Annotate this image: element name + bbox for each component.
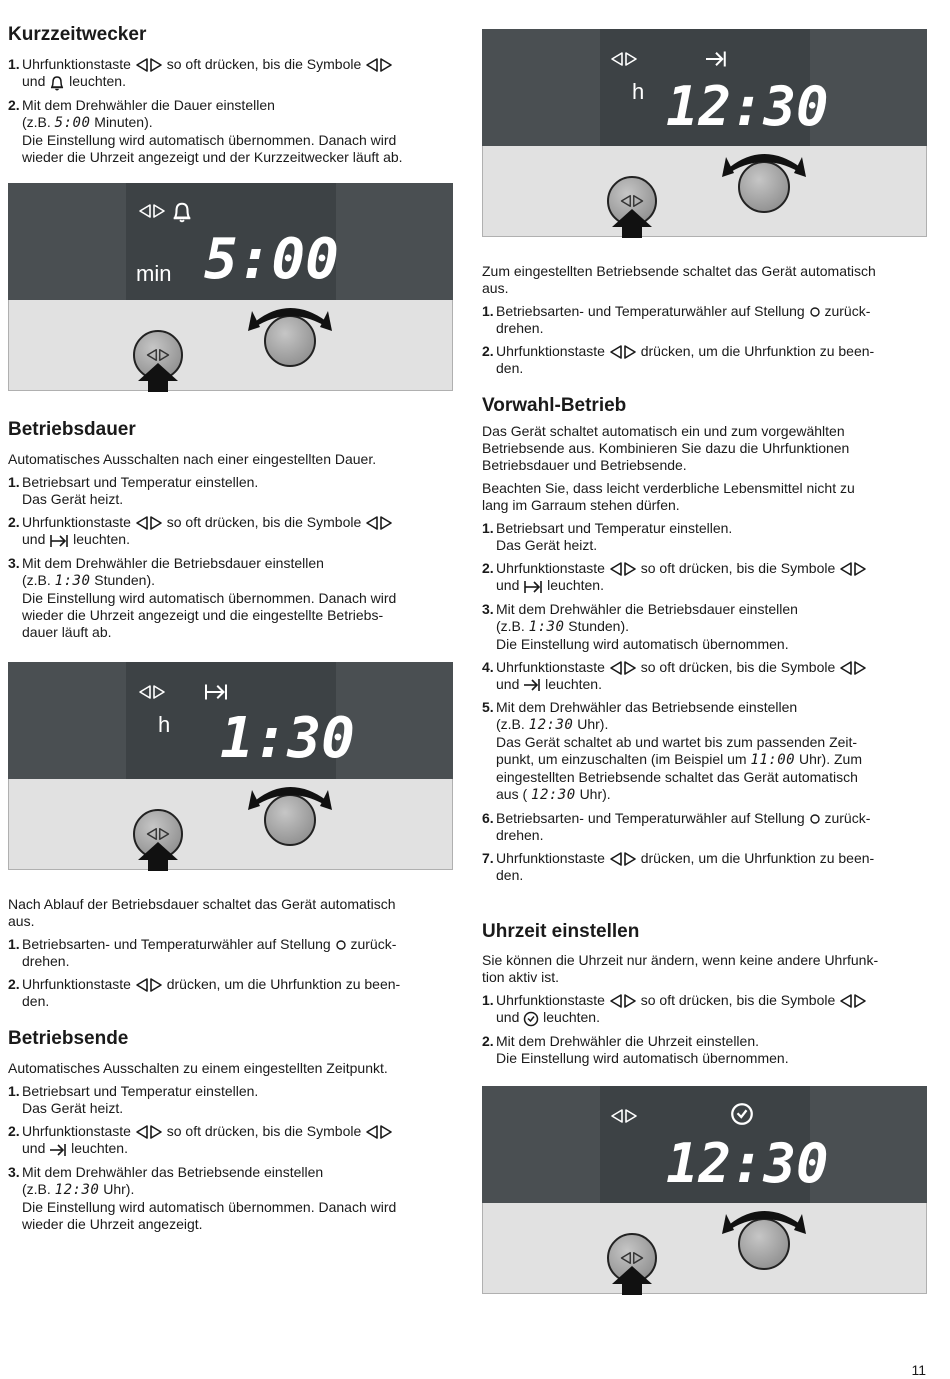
controls-illustration [482,1200,927,1295]
display-unit: h [632,79,645,104]
step-1: 1. Betriebsart und Temperatur einstellen. Das Gerät heizt. [482,520,733,553]
clock-key-icon [839,660,867,676]
step-2: 2. Mit dem Drehwähler die Dauer einstellen (z.B. 5:00 Minuten). Die Einstellung wird automatisch übernommen. Danach wird wieder die Uhrzeit angezeigt und der Kurzzeitwecker läuft ab. [8,96,403,165]
clock-key-icon [135,977,163,993]
end-step-2: 2. Uhrfunktionstaste drücken, um die Uhrfunktion zu been- den. [8,976,401,1010]
section-title-betriebsdauer: Betriebsdauer [8,419,136,440]
kurzzeitwecker-display-figure [8,183,453,391]
uhrzeit-text: Sie können die Uhrzeit nur ändern, wenn keine andere Uhrfunk- tion aktiv ist. 1. Uhrfunktionstaste so oft drücken, bis die Symbole und leuchten. 2. Mit dem Drehwähler die Uhrzeit einstellen. Die Einstellung wird automatisch übernommen. [482,952,927,1067]
step-2: 2. Mit dem Drehwähler die Uhrzeit einstellen. Die Einstellung wird automatisch übernommen. [482,1032,789,1066]
clock-key-icon [135,515,163,531]
step-7: 7. Uhrfunktionstaste drücken, um die Uhrfunktion zu been- den. [482,850,875,884]
kurzzeitwecker-steps [8,56,453,166]
clock-icon [523,1011,539,1027]
bell-icon [171,201,193,223]
end-step-1: 1. Betriebsarten- und Temperaturwähler auf Stellung zurück- drehen. [482,303,871,336]
end-step-1: 1. Betriebsarten- und Temperaturwähler auf Stellung zurück- drehen. [8,936,397,969]
bell-icon [49,75,65,91]
clock-key-icon [609,344,637,360]
step-3: 3. Mit dem Drehwähler die Betriebsdauer einstellen (z.B. 1:30 Stunden). Die Einstellung wird automatisch übernommen. [482,600,798,652]
betriebsende-after-text: Zum eingestellten Betriebsende schaltet das Gerät automatisch aus. 1. Betriebsarten- und Temperaturwähler auf Stellung zurück- drehen. 2. Uhrfunktionstaste drücken, um die Uhrfunktion zu been- den. [482,263,927,377]
clock-key-icon [609,660,637,676]
step-6: 6. Betriebsarten- und Temperaturwähler auf Stellung zurück- drehen. [482,810,871,844]
section-title-kurzzeitwecker: Kurzzeitwecker [8,24,147,45]
clock-key-icon [610,1108,638,1124]
display-digits: 1:30 [220,706,355,771]
display-digits: 12:30 [666,75,829,138]
end-step-2: 2. Uhrfunktionstaste drücken, um die Uhrfunktion zu been- den. [482,343,875,377]
section-title-vorwahl-betrieb: Vorwahl-Betrieb [482,395,627,416]
off-position-icon [335,939,347,951]
controls-illustration [8,776,453,871]
display-digits: 12:30 [666,1132,829,1195]
end-time-icon [704,49,728,69]
betriebsdauer-after-text: Nach Ablauf der Betriebsdauer schaltet das Gerät automatisch aus. 1. Betriebsarten- und Temperaturwähler auf Stellung zurück- drehen. 2. Uhrfunktionstaste drücken, um die Uhrfunktion zu been- den. [8,896,453,1010]
betriebsende-display-figure [482,29,927,237]
clock-key-icon [839,561,867,577]
display-unit: min [136,261,172,286]
clock-key-icon [609,561,637,577]
betriebsende-text: Automatisches Ausschalten zu einem eingestellten Zeitpunkt. 1. Betriebsart und Temperatur einstellen. Das Gerät heizt. 2. Uhrfunktionstaste so oft drücken, bis die Symbole und leuchten. 3. Mit dem Drehwähler das Betriebsende einstellen (z.B. 12:30 Uhr). Die Einstellung wird automatisch übernommen. Danach wird wieder die Uhrzeit angezeigt. [8,1060,453,1233]
clock-key-icon [135,57,163,73]
step-2: 2. Uhrfunktionstaste so oft drücken, bis die Symbole und leuchten. [482,560,927,595]
off-position-icon [809,306,821,318]
clock-icon [730,1102,754,1126]
clock-key-icon [365,57,393,73]
step-1: 1. Uhrfunktionstaste so oft drücken, bis die Symbole und leuchten. [482,992,927,1027]
section-title-betriebsende: Betriebsende [8,1028,129,1049]
step-2: 2. Uhrfunktionstaste so oft drücken, bis die Symbole und leuchten. [8,1123,453,1158]
clock-key-icon [839,993,867,1009]
step-5: 5. Mit dem Drehwähler das Betriebsende einstellen (z.B. 12:30 Uhr). Das Gerät schaltet ab und wartet bis zum passenden Zeit- punkt, um einzuschalten (im Beispiel um 11:00 Uhr). Zum eingestellten Betriebsende schaltet das Gerät automatisch aus ( 12:30 Uhr). [482,699,862,804]
betriebsdauer-display-figure [8,662,453,870]
display-digits: 5:00 [204,227,339,292]
vorwahl-text: Das Gerät schaltet automatisch ein und zum vorgewählten Betriebsende aus. Kombinieren Sie dazu die Uhrfunktionen Betriebsdauer und Betriebsende. Beachten Sie, dass leicht verderbliche Lebensmittel nicht zu lang im Garraum stehen dürfen. 1. Betriebsart und Temperatur einstellen. Das Gerät heizt. 2. Uhrfunktionstaste so oft drücken, bis die Symbole und leuchten. 3. Mit dem Drehwähler die Betriebsdauer einstellen (z.B. 1:30 Stunden). Die Einstellung wird automatisch übernommen. 4. Uhrfunktionstaste so oft drücken, bis die Symbole und leuchten. 5. Mit dem Drehwähler das Betriebsende einstellen (z.B. 12:30 Uhr). Das Gerät schaltet ab und wartet bis zum passenden Zeit- punkt, um einzuschalten (im Beispiel um 11:00 Uhr). Zum eingestellten Betriebsende schaltet das Gerät automatisch aus ( 12:30 Uhr). 6. Betriebsarten- und Temperaturwähler auf Stellung zurück- drehen. 7. Uhrfunktionstaste drücken, um die Uhrfunktion zu been- den. [482,423,927,884]
clock-key-icon [609,851,637,867]
clock-key-icon [365,515,393,531]
step-1: 1. Betriebsart und Temperatur einstellen. Das Gerät heizt. [8,474,259,507]
betriebsdauer-text: Automatisches Ausschalten nach einer eingestellten Dauer. 1. Betriebsart und Temperatur einstellen. Das Gerät heizt. 2. Uhrfunktionstaste so oft drücken, bis die Symbole und leuchten. 3. Mit dem Drehwähler die Betriebsdauer einstellen (z.B. 1:30 Stunden). Die Einstellung wird automatisch übernommen. Danach wird wieder die Uhrzeit angezeigt und die eingestellte Betriebs- dauer läuft ab. [8,451,453,641]
duration-icon [203,682,229,702]
display-unit: h [158,712,171,737]
clock-key-icon [135,1124,163,1140]
controls-illustration [8,297,453,392]
step-1: 1. Betriebsart und Temperatur einstellen. Das Gerät heizt. [8,1083,259,1116]
clock-key-icon [138,684,166,700]
clock-key-icon [609,993,637,1009]
uhrzeit-display-figure [482,1086,927,1294]
section-title-uhrzeit-einstellen: Uhrzeit einstellen [482,921,640,942]
step-2: 2. Uhrfunktionstaste so oft drücken, bis die Symbole und leuchten. [8,514,453,549]
clock-key-icon [138,203,166,219]
step-3: 3. Mit dem Drehwähler das Betriebsende einstellen (z.B. 12:30 Uhr). Die Einstellung wird automatisch übernommen. Danach wird wieder die Uhrzeit angezeigt. [8,1163,397,1232]
step-3: 3. Mit dem Drehwähler die Betriebsdauer einstellen (z.B. 1:30 Stunden). Die Einstellung wird automatisch übernommen. Danach wird wieder die Uhrzeit angezeigt und die eingestellte Betriebs- dauer läuft ab. [8,554,397,640]
clock-key-icon [610,51,638,67]
clock-key-icon [365,1124,393,1140]
off-position-icon [809,813,821,825]
page-number: 11 [911,1362,926,1378]
end-time-icon [49,1142,67,1158]
step-4: 4. Uhrfunktionstaste so oft drücken, bis die Symbole und leuchten. [482,659,927,694]
end-time-icon [523,677,541,693]
duration-icon [523,579,543,595]
step-1: 1. Uhrfunktionstaste so oft drücken, bis die Symbole und leuchten. [8,56,453,91]
controls-illustration [482,143,927,238]
duration-icon [49,533,69,549]
